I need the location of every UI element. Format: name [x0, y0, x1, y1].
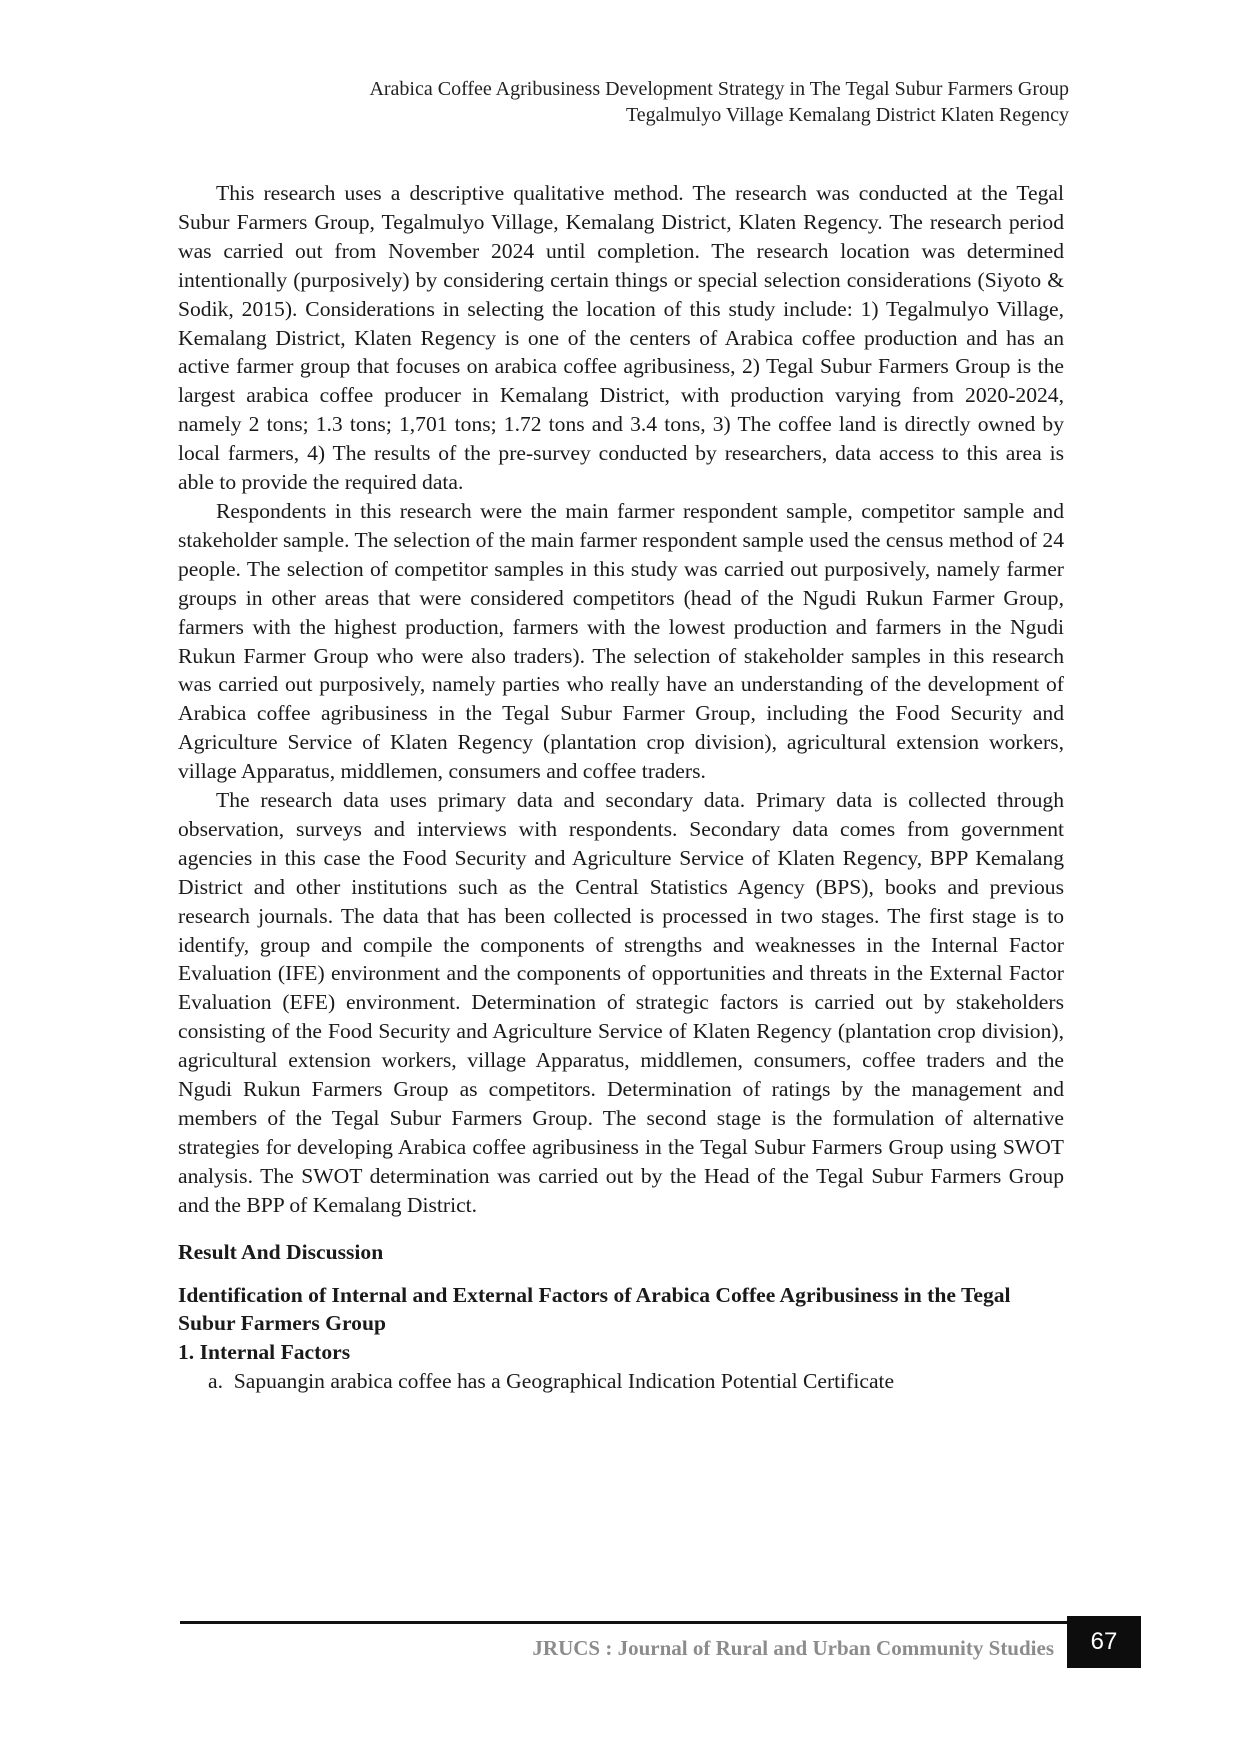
section-heading-result-discussion: Result And Discussion [178, 1239, 384, 1264]
paragraph-methodology: This research uses a descriptive qualitative method. The research was conducted at the Tegal Subur Farmers Group, Tegalmulyo Village, Kemalang District, Klaten Regency. The research period was carried out from November 2024 until completion. The research location was determined intentionally (purposively) by considering certain things or special selection considerations (Siyoto & Sodik, 2015). Considerations in selecting the location of this study include: 1) Tegalmulyo Village, Kemalang District, Klaten Regency is one of the centers of Arabica coffee production and has an active farmer group that focuses on arabica coffee agribusiness, 2) Tegal Subur Farmers Group is the largest arabica coffee producer in Kemalang District, with production varying from 2020-2024, namely 2 tons; 1.3 tons; 1,701 tons; 1.72 tons and 3.4 tons, 3) The coffee land is directly owned by local farmers, 4) The results of the pre-survey conducted by researchers, data access to this area is able to provide the required data. [178, 181, 1064, 495]
paragraph-respondents: Respondents in this research were the main farmer respondent sample, competitor sample and stakeholder sample. The selection of the main farmer respondent sample used the census method of 24 people. The selection of competitor samples in this study was carried out purposively, namely farmer groups in other areas that were considered competitors (head of the Ngudi Rukun Farmer Group, farmers with the highest production, farmers with the lowest production and farmers in the Ngudi Rukun Farmer Group who were also traders). The selection of stakeholder samples in this research was carried out purposively, namely parties who really have an understanding of the development of Arabica coffee agribusiness in the Tegal Subur Farmer Group, including the Food Security and Agriculture Service of Klaten Regency (plantation crop division), agricultural extension workers, village Apparatus, middlemen, consumers and coffee traders. [178, 498, 1064, 784]
subsection-heading-identification: Identification of Internal and External Factors of Arabica Coffee Agribusiness in the Tegal Subur Farmers Group [178, 1282, 1011, 1336]
running-header [169, 76, 1069, 128]
page-number-badge: 67 [1067, 1616, 1141, 1668]
footer-divider [180, 1621, 1068, 1624]
article-body [178, 179, 1064, 1396]
subsubsection-heading-internal-factors: 1. Internal Factors [178, 1340, 351, 1365]
list-item: a. Sapuangin arabica coffee has a Geographical Indication Potential Certificate [208, 1369, 895, 1394]
footer-journal-name: JRUCS : Journal of Rural and Urban Community Studies [532, 1636, 1054, 1660]
running-header-line-2: Tegalmulyo Village Kemalang District Klaten Regency [625, 104, 1069, 126]
paragraph-data-collection: The research data uses primary data and secondary data. Primary data is collected through observation, surveys and interviews with respondents. Secondary data comes from government agencies in this case the Food Security and Agriculture Service of Klaten Regency, BPP Kemalang District and other institutions such as the Central Statistics Agency (BPS), books and previous research journals. The data that has been collected is processed in two stages. The first stage is to identify, group and compile the components of strengths and weaknesses in the Internal Factor Evaluation (IFE) environment and the components of opportunities and threats in the External Factor Evaluation (EFE) environment. Determination of strategic factors is carried out by stakeholders consisting of the Food Security and Agriculture Service of Klaten Regency (plantation crop division), agricultural extension workers, village Apparatus, middlemen, consumers, coffee traders and the Ngudi Rukun Farmers Group as competitors. Determination of ratings by the management and members of the Tegal Subur Farmers Group. The second stage is the formulation of alternative strategies for developing Arabica coffee agribusiness in the Tegal Subur Farmers Group using SWOT analysis. The SWOT determination was carried out by the Head of the Tegal Subur Farmers Group and the BPP of Kemalang District. [178, 788, 1064, 1217]
running-header-line-1: Arabica Coffee Agribusiness Development Strategy in The Tegal Subur Farmers Group [369, 78, 1069, 100]
